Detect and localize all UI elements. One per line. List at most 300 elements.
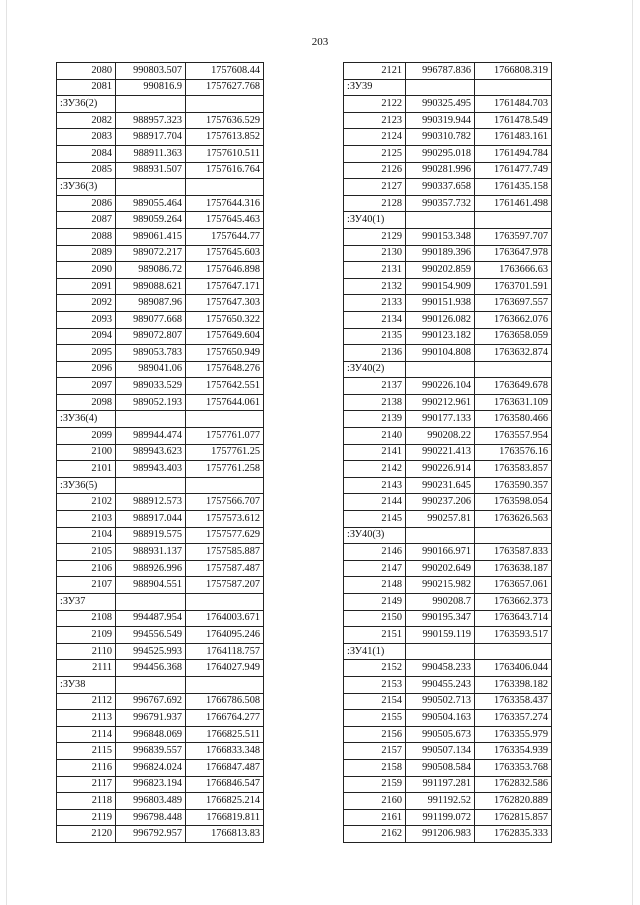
point-number: 2145 [344, 511, 406, 528]
point-number: 2087 [57, 212, 116, 229]
section-label: :ЗУ36(4) [57, 411, 116, 428]
coordinate-y: 1763597.707 [475, 228, 552, 245]
point-number: 2130 [344, 245, 406, 262]
coordinate-x: 990337.658 [406, 179, 475, 196]
point-number: 2139 [344, 411, 406, 428]
coordinate-y: 1763353.768 [475, 759, 552, 776]
table-row [57, 378, 264, 395]
table-row [344, 577, 552, 594]
coordinate-x: 990458.233 [406, 660, 475, 677]
point-number: 2136 [344, 345, 406, 362]
table-row [57, 212, 264, 229]
coordinate-y: 1757577.629 [186, 527, 264, 544]
section-label: :ЗУ36(2) [57, 96, 116, 113]
coordinates-table-left [56, 62, 264, 843]
table-row [344, 278, 552, 295]
coordinate-y: 1757627.768 [186, 79, 264, 96]
point-number: 2099 [57, 428, 116, 445]
page-number: 203 [311, 36, 329, 48]
coordinate-x: 996824.024 [116, 759, 186, 776]
point-number: 2105 [57, 544, 116, 561]
coordinate-x: 988917.704 [116, 129, 186, 146]
point-number: 2125 [344, 145, 406, 162]
point-number: 2129 [344, 228, 406, 245]
coordinate-x: 989053.783 [116, 345, 186, 362]
coordinate-y: 1761478.549 [475, 112, 552, 129]
coordinate-x: 990455.243 [406, 676, 475, 693]
section-label: :ЗУ39 [344, 79, 406, 96]
point-number: 2106 [57, 560, 116, 577]
coordinate-x: 990281.996 [406, 162, 475, 179]
coordinate-y: 1757761.077 [186, 428, 264, 445]
empty-cell [116, 96, 186, 113]
point-number: 2104 [57, 527, 116, 544]
coordinate-y: 1766846.547 [186, 776, 264, 793]
coordinate-x: 990212.961 [406, 394, 475, 411]
right-margin-rule [632, 0, 633, 905]
table-row [344, 477, 552, 494]
table-row [344, 96, 552, 113]
coordinate-y: 1766847.487 [186, 759, 264, 776]
point-number: 2088 [57, 228, 116, 245]
point-number: 2118 [57, 793, 116, 810]
table-row [344, 776, 552, 793]
point-number: 2110 [57, 643, 116, 660]
coordinate-y: 1761483.161 [475, 129, 552, 146]
empty-cell [406, 361, 475, 378]
coordinate-x: 996839.557 [116, 743, 186, 760]
coordinate-y: 1761494.784 [475, 145, 552, 162]
table-row [57, 643, 264, 660]
point-number: 2122 [344, 96, 406, 113]
coordinate-x: 988957.323 [116, 112, 186, 129]
table-row [57, 726, 264, 743]
coordinate-y: 1766819.811 [186, 809, 264, 826]
coordinate-y: 1757645.603 [186, 245, 264, 262]
point-number: 2109 [57, 627, 116, 644]
point-number: 2117 [57, 776, 116, 793]
coordinate-x: 990816.9 [116, 79, 186, 96]
coordinate-y: 1757644.061 [186, 394, 264, 411]
coordinate-x: 989052.193 [116, 394, 186, 411]
table-row [344, 461, 552, 478]
coordinate-y: 1762835.333 [475, 826, 552, 843]
point-number: 2086 [57, 195, 116, 212]
section-label: :ЗУ38 [57, 676, 116, 693]
section-label: :ЗУ37 [57, 594, 116, 611]
coordinate-x: 990208.22 [406, 428, 475, 445]
coordinate-x: 989041.06 [116, 361, 186, 378]
table-row [57, 527, 264, 544]
coordinate-y: 1757573.612 [186, 511, 264, 528]
table-row [57, 793, 264, 810]
coordinate-x: 988931.507 [116, 162, 186, 179]
coordinate-x: 990310.782 [406, 129, 475, 146]
coordinate-y: 1764118.757 [186, 643, 264, 660]
coordinate-y: 1764003.671 [186, 610, 264, 627]
empty-cell [186, 676, 264, 693]
coordinate-x: 990151.938 [406, 295, 475, 312]
section-row [57, 676, 264, 693]
empty-cell [186, 411, 264, 428]
table-row [57, 262, 264, 279]
table-row [344, 195, 552, 212]
point-number: 2113 [57, 710, 116, 727]
point-number: 2123 [344, 112, 406, 129]
table-row [344, 411, 552, 428]
table-row [57, 461, 264, 478]
coordinate-x: 990208.7 [406, 594, 475, 611]
table-row [344, 245, 552, 262]
coordinate-y: 1757587.207 [186, 577, 264, 594]
empty-cell [406, 79, 475, 96]
empty-cell [475, 361, 552, 378]
coordinate-x: 989072.217 [116, 245, 186, 262]
coordinate-y: 1763701.591 [475, 278, 552, 295]
coordinate-y: 1761477.749 [475, 162, 552, 179]
table-row [57, 444, 264, 461]
table-row [344, 759, 552, 776]
coordinate-y: 1757587.487 [186, 560, 264, 577]
table-row [344, 826, 552, 843]
coordinate-x: 996792.957 [116, 826, 186, 843]
point-number: 2083 [57, 129, 116, 146]
table-row [57, 511, 264, 528]
table-row [57, 494, 264, 511]
coordinate-y: 1764027.949 [186, 660, 264, 677]
coordinate-y: 1763657.061 [475, 577, 552, 594]
table-row [57, 278, 264, 295]
left-margin-rule [6, 0, 7, 905]
point-number: 2161 [344, 809, 406, 826]
point-number: 2102 [57, 494, 116, 511]
coordinate-x: 990154.909 [406, 278, 475, 295]
coordinate-x: 994487.954 [116, 610, 186, 627]
coordinate-y: 1757648.276 [186, 361, 264, 378]
empty-cell [116, 411, 186, 428]
coordinate-y: 1757585.887 [186, 544, 264, 561]
point-number: 2120 [57, 826, 116, 843]
coordinate-y: 1763580.466 [475, 411, 552, 428]
point-number: 2138 [344, 394, 406, 411]
table-row [344, 693, 552, 710]
coordinate-y: 1757644.77 [186, 228, 264, 245]
point-number: 2124 [344, 129, 406, 146]
coordinate-y: 1763666.63 [475, 262, 552, 279]
coordinate-y: 1757642.551 [186, 378, 264, 395]
coordinate-y: 1763632.874 [475, 345, 552, 362]
point-number: 2095 [57, 345, 116, 362]
table-row [57, 228, 264, 245]
section-row [344, 79, 552, 96]
coordinate-y: 1763576.16 [475, 444, 552, 461]
table-row [344, 345, 552, 362]
table-row [344, 610, 552, 627]
point-number: 2158 [344, 759, 406, 776]
coordinate-x: 988911.363 [116, 145, 186, 162]
table-row [344, 560, 552, 577]
table-row [57, 743, 264, 760]
empty-cell [186, 96, 264, 113]
point-number: 2134 [344, 311, 406, 328]
coordinate-x: 990215.982 [406, 577, 475, 594]
point-number: 2090 [57, 262, 116, 279]
table-row [57, 295, 264, 312]
coordinate-y: 1766825.214 [186, 793, 264, 810]
coordinate-y: 1757636.529 [186, 112, 264, 129]
table-row [57, 311, 264, 328]
coordinate-y: 1763590.357 [475, 477, 552, 494]
point-number: 2108 [57, 610, 116, 627]
table-row [57, 577, 264, 594]
coordinate-x: 990126.082 [406, 311, 475, 328]
empty-cell [406, 643, 475, 660]
table-row [344, 793, 552, 810]
coordinate-y: 1757644.316 [186, 195, 264, 212]
coordinate-x: 994556.549 [116, 627, 186, 644]
coordinate-x: 990104.808 [406, 345, 475, 362]
coordinate-x: 990195.347 [406, 610, 475, 627]
coordinate-y: 1757645.463 [186, 212, 264, 229]
table-row [344, 262, 552, 279]
coordinate-x: 991199.072 [406, 809, 475, 826]
coordinate-y: 1761435.158 [475, 179, 552, 196]
coordinate-x: 991197.281 [406, 776, 475, 793]
coordinate-y: 1761484.703 [475, 96, 552, 113]
point-number: 2133 [344, 295, 406, 312]
point-number: 2162 [344, 826, 406, 843]
table-row [57, 710, 264, 727]
coordinate-y: 1757761.258 [186, 461, 264, 478]
coordinate-x: 996791.937 [116, 710, 186, 727]
point-number: 2142 [344, 461, 406, 478]
coordinate-x: 990507.134 [406, 743, 475, 760]
coordinate-x: 996803.489 [116, 793, 186, 810]
coordinate-y: 1763631.109 [475, 394, 552, 411]
coordinate-y: 1763658.059 [475, 328, 552, 345]
table-row [344, 328, 552, 345]
coordinate-x: 990153.348 [406, 228, 475, 245]
point-number: 2080 [57, 63, 116, 80]
coordinate-y: 1762832.586 [475, 776, 552, 793]
coordinate-x: 990357.732 [406, 195, 475, 212]
point-number: 2140 [344, 428, 406, 445]
coordinate-x: 991192.52 [406, 793, 475, 810]
section-row [57, 477, 264, 494]
empty-cell [116, 676, 186, 693]
table-row [344, 394, 552, 411]
coordinate-x: 988919.575 [116, 527, 186, 544]
coordinate-x: 994525.993 [116, 643, 186, 660]
point-number: 2159 [344, 776, 406, 793]
table-row [57, 560, 264, 577]
table-row [57, 112, 264, 129]
table-row [344, 63, 552, 80]
point-number: 2156 [344, 726, 406, 743]
point-number: 2085 [57, 162, 116, 179]
point-number: 2137 [344, 378, 406, 395]
table-row [57, 776, 264, 793]
point-number: 2094 [57, 328, 116, 345]
coordinate-y: 1763593.517 [475, 627, 552, 644]
table-row [57, 361, 264, 378]
section-row [57, 96, 264, 113]
coordinate-x: 990803.507 [116, 63, 186, 80]
section-row [57, 179, 264, 196]
table-row [344, 627, 552, 644]
table-row [344, 179, 552, 196]
point-number: 2103 [57, 511, 116, 528]
table-row [344, 428, 552, 445]
section-label: :ЗУ40(3) [344, 527, 406, 544]
coordinate-y: 1757646.898 [186, 262, 264, 279]
coordinate-y: 1763355.979 [475, 726, 552, 743]
table-row [57, 394, 264, 411]
coordinate-y: 1757649.604 [186, 328, 264, 345]
point-number: 2126 [344, 162, 406, 179]
coordinate-y: 1757610.511 [186, 145, 264, 162]
table-row [344, 145, 552, 162]
table-row [57, 660, 264, 677]
table-row [57, 627, 264, 644]
coordinate-y: 1761461.498 [475, 195, 552, 212]
table-row [344, 494, 552, 511]
point-number: 2100 [57, 444, 116, 461]
point-number: 2152 [344, 660, 406, 677]
point-number: 2128 [344, 195, 406, 212]
coordinate-x: 988917.044 [116, 511, 186, 528]
point-number: 2089 [57, 245, 116, 262]
point-number: 2143 [344, 477, 406, 494]
point-number: 2131 [344, 262, 406, 279]
table-row [344, 311, 552, 328]
table-row [57, 345, 264, 362]
coordinate-y: 1757650.949 [186, 345, 264, 362]
point-number: 2150 [344, 610, 406, 627]
point-number: 2127 [344, 179, 406, 196]
table-row [57, 759, 264, 776]
coordinate-y: 1763662.076 [475, 311, 552, 328]
coordinate-y: 1763626.563 [475, 511, 552, 528]
coordinate-y: 1763647.978 [475, 245, 552, 262]
point-number: 2153 [344, 676, 406, 693]
point-number: 2135 [344, 328, 406, 345]
coordinate-y: 1762820.889 [475, 793, 552, 810]
table-row [344, 809, 552, 826]
table-row [57, 129, 264, 146]
coordinate-y: 1757647.171 [186, 278, 264, 295]
table-row [344, 162, 552, 179]
coordinate-x: 990505.673 [406, 726, 475, 743]
coordinate-y: 1763649.678 [475, 378, 552, 395]
coordinate-y: 1766813.83 [186, 826, 264, 843]
point-number: 2155 [344, 710, 406, 727]
table-row [57, 162, 264, 179]
coordinate-y: 1766786.508 [186, 693, 264, 710]
section-row [57, 594, 264, 611]
table-row [344, 544, 552, 561]
coordinate-y: 1763697.557 [475, 295, 552, 312]
coordinate-x: 989077.668 [116, 311, 186, 328]
point-number: 2144 [344, 494, 406, 511]
table-row [57, 245, 264, 262]
coordinate-x: 996787.836 [406, 63, 475, 80]
coordinate-x: 994456.368 [116, 660, 186, 677]
coordinate-x: 990202.859 [406, 262, 475, 279]
coordinate-x: 990237.206 [406, 494, 475, 511]
table-row [344, 378, 552, 395]
point-number: 2119 [57, 809, 116, 826]
coordinate-x: 990231.645 [406, 477, 475, 494]
coordinate-x: 989088.621 [116, 278, 186, 295]
coordinate-x: 990189.396 [406, 245, 475, 262]
coordinate-x: 989061.415 [116, 228, 186, 245]
empty-cell [116, 594, 186, 611]
point-number: 2154 [344, 693, 406, 710]
section-label: :ЗУ40(1) [344, 212, 406, 229]
empty-cell [475, 643, 552, 660]
point-number: 2147 [344, 560, 406, 577]
coordinate-x: 990221.413 [406, 444, 475, 461]
coordinate-x: 989086.72 [116, 262, 186, 279]
table-row [344, 444, 552, 461]
coordinate-y: 1757647.303 [186, 295, 264, 312]
coordinate-x: 989943.403 [116, 461, 186, 478]
point-number: 2101 [57, 461, 116, 478]
section-label: :ЗУ40(2) [344, 361, 406, 378]
coordinate-x: 988904.551 [116, 577, 186, 594]
coordinate-x: 988912.573 [116, 494, 186, 511]
coordinate-x: 989943.623 [116, 444, 186, 461]
coordinate-x: 989087.96 [116, 295, 186, 312]
coordinate-y: 1763583.857 [475, 461, 552, 478]
table-row [344, 594, 552, 611]
coordinates-table-left-body [57, 63, 264, 843]
coordinate-x: 990226.104 [406, 378, 475, 395]
section-label: :ЗУ36(5) [57, 477, 116, 494]
coordinate-y: 1763398.182 [475, 676, 552, 693]
coordinate-x: 990166.971 [406, 544, 475, 561]
coordinate-x: 988926.996 [116, 560, 186, 577]
section-label: :ЗУ41(1) [344, 643, 406, 660]
section-row [344, 212, 552, 229]
coordinate-x: 990319.944 [406, 112, 475, 129]
coordinate-y: 1763557.954 [475, 428, 552, 445]
point-number: 2092 [57, 295, 116, 312]
coordinate-x: 990123.182 [406, 328, 475, 345]
coordinate-x: 996767.692 [116, 693, 186, 710]
coordinate-x: 989033.529 [116, 378, 186, 395]
coordinate-x: 990257.81 [406, 511, 475, 528]
empty-cell [116, 477, 186, 494]
coordinate-y: 1766764.277 [186, 710, 264, 727]
empty-cell [116, 179, 186, 196]
coordinate-y: 1763638.187 [475, 560, 552, 577]
table-row [57, 145, 264, 162]
coordinate-x: 991206.983 [406, 826, 475, 843]
coordinate-y: 1757613.852 [186, 129, 264, 146]
point-number: 2132 [344, 278, 406, 295]
table-row [57, 79, 264, 96]
coordinate-x: 990177.133 [406, 411, 475, 428]
table-row [344, 228, 552, 245]
coordinate-x: 990325.495 [406, 96, 475, 113]
section-row [57, 411, 264, 428]
point-number: 2081 [57, 79, 116, 96]
empty-cell [406, 527, 475, 544]
point-number: 2112 [57, 693, 116, 710]
coordinate-y: 1763406.044 [475, 660, 552, 677]
